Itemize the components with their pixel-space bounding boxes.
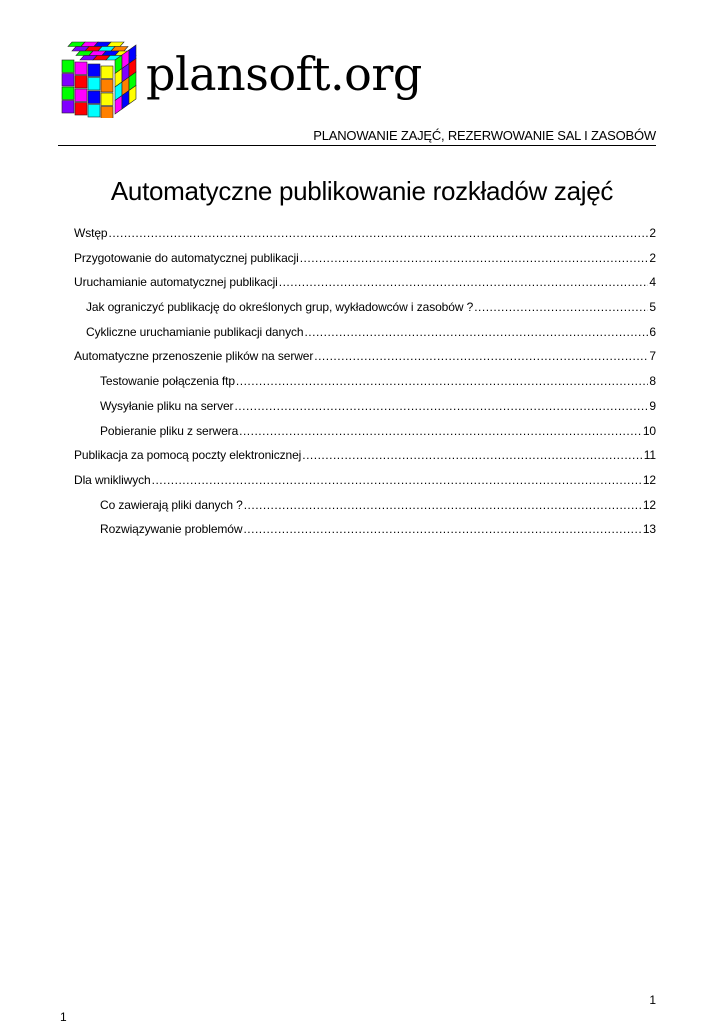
toc-entry[interactable]	[74, 325, 656, 350]
table-of-contents	[74, 226, 656, 547]
toc-entry-page[interactable]: 2	[649, 250, 656, 265]
toc-entry-page[interactable]: 7	[649, 349, 656, 364]
toc-entry-page[interactable]: 5	[649, 300, 656, 315]
toc-entry[interactable]	[74, 374, 656, 399]
toc-entry-page[interactable]: 13	[642, 522, 656, 537]
toc-entry[interactable]	[74, 424, 656, 449]
logo-text: plansoft.org	[146, 47, 422, 101]
toc-entry[interactable]	[74, 226, 656, 251]
toc-entry-page[interactable]: 12	[642, 497, 656, 512]
header-divider	[58, 145, 656, 146]
toc-entry-page[interactable]: 10	[642, 423, 656, 438]
toc-leader-dots	[236, 374, 649, 388]
toc-entry-label[interactable]: Testowanie połączenia ftp	[100, 374, 235, 389]
rubiks-cube-icon	[58, 38, 138, 118]
toc-entry-page[interactable]: 11	[643, 448, 656, 463]
toc-entry-label[interactable]: Wstęp	[74, 226, 108, 240]
page-number: 1	[649, 993, 656, 1007]
toc-leader-dots	[239, 424, 642, 438]
toc-entry-label[interactable]: Cykliczne uruchamianie publikacji danych	[86, 324, 304, 339]
toc-entry-label[interactable]: Publikacja za pomocą poczty elektronicznej	[74, 448, 302, 463]
toc-entry[interactable]	[74, 448, 656, 473]
toc-leader-dots	[300, 251, 649, 265]
toc-entry[interactable]	[74, 275, 656, 300]
toc-leader-dots	[314, 349, 648, 363]
toc-entry-label[interactable]: Automatyczne przenoszenie plików na serwer	[74, 349, 314, 364]
toc-entry[interactable]	[74, 300, 656, 325]
toc-leader-dots	[234, 399, 648, 413]
toc-leader-dots	[243, 522, 641, 536]
toc-entry-label[interactable]: Rozwiązywanie problemów	[100, 522, 243, 537]
toc-entry-page[interactable]: 6	[649, 324, 656, 339]
toc-entry[interactable]	[74, 498, 656, 523]
toc-leader-dots	[304, 325, 648, 339]
document-title: Automatyczne publikowanie rozkładów zajęć	[110, 176, 614, 206]
toc-entry-page[interactable]: 12	[642, 472, 656, 487]
toc-entry-label[interactable]: Przygotowanie do automatycznej publikacji	[74, 250, 299, 265]
toc-entry[interactable]	[74, 251, 656, 276]
toc-leader-dots	[244, 498, 642, 512]
toc-entry[interactable]	[74, 399, 656, 424]
toc-entry-page[interactable]: 9	[649, 398, 656, 413]
toc-leader-dots	[109, 226, 649, 240]
toc-leader-dots	[302, 448, 642, 462]
toc-leader-dots	[152, 473, 642, 487]
toc-entry-label[interactable]: Dla wnikliwych	[74, 472, 151, 487]
toc-leader-dots	[279, 275, 649, 289]
toc-entry[interactable]	[74, 349, 656, 374]
toc-leader-dots	[474, 300, 648, 314]
toc-entry-page[interactable]: 2	[649, 226, 656, 240]
page-number-footer: 1	[60, 1010, 67, 1024]
toc-entry[interactable]	[74, 473, 656, 498]
toc-entry[interactable]	[74, 522, 656, 547]
logo	[58, 38, 422, 118]
toc-entry-label[interactable]: Uruchamianie automatycznej publikacji	[74, 275, 278, 290]
toc-entry-label[interactable]: Pobieranie pliku z serwera	[100, 423, 239, 438]
toc-entry-label[interactable]: Wysyłanie pliku na server	[100, 398, 234, 413]
toc-entry-page[interactable]: 4	[649, 275, 656, 290]
header-tagline: PLANOWANIE ZAJĘĆ, REZERWOWANIE SAL I ZASOBÓW	[313, 128, 656, 143]
toc-entry-label[interactable]: Jak ograniczyć publikację do określonych grup, wykładowców i zasobów ?	[86, 300, 474, 315]
toc-entry-label[interactable]: Co zawierają pliki danych ?	[100, 497, 243, 512]
toc-entry-page[interactable]: 8	[649, 374, 656, 389]
